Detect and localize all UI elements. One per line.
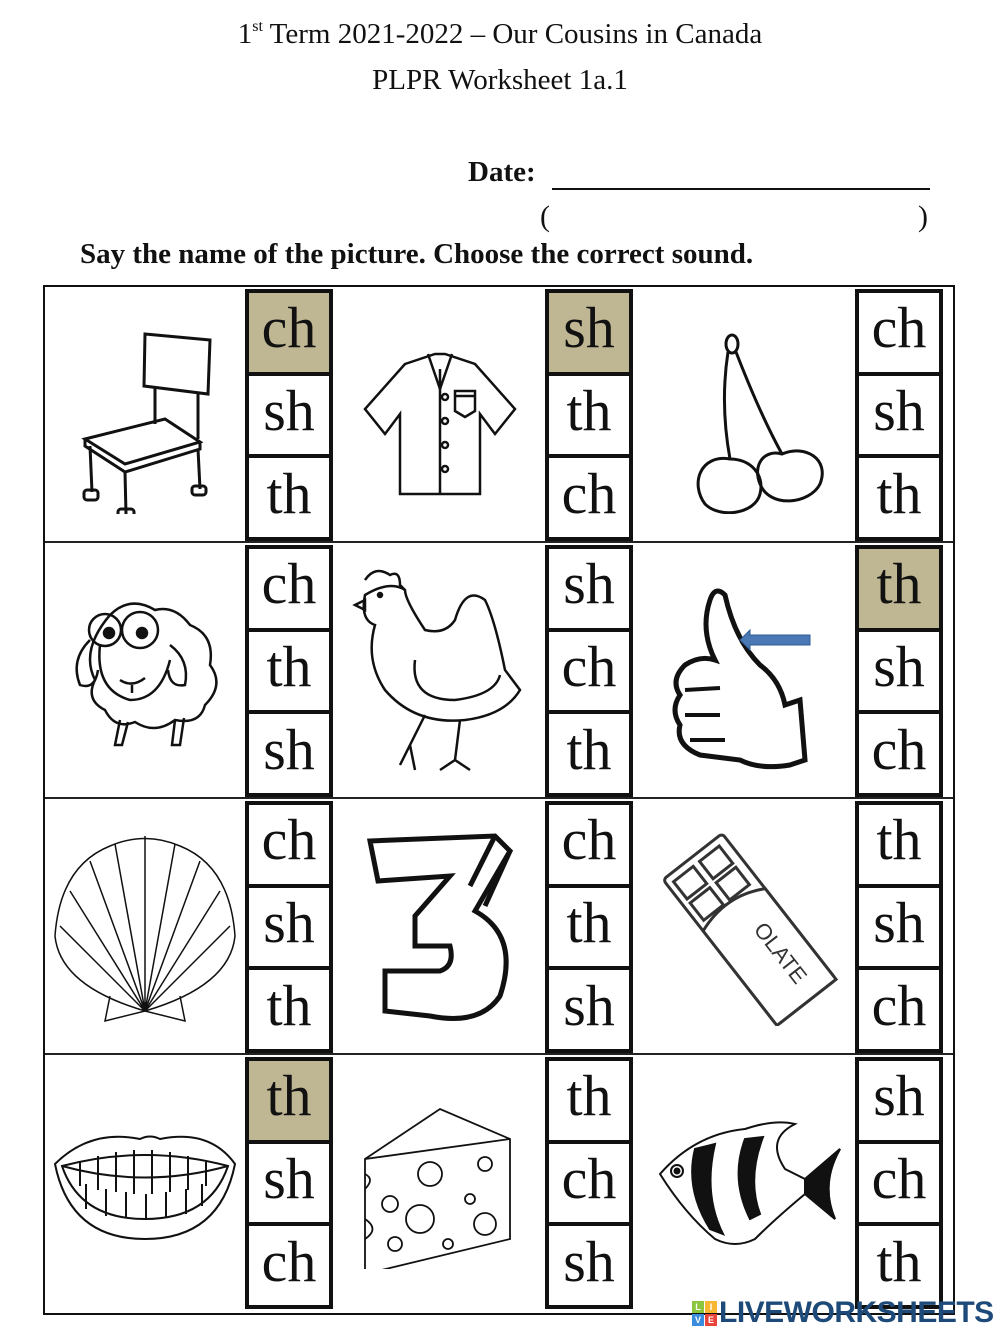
chicken-picture	[335, 543, 545, 797]
chair-icon	[70, 314, 220, 514]
chocolate-bar-icon	[655, 826, 845, 1026]
logo-block-i: I	[705, 1301, 717, 1313]
option-ch[interactable]: ch	[859, 970, 939, 1049]
option-sh[interactable]: sh	[249, 714, 329, 793]
option-sh[interactable]: sh	[859, 888, 939, 967]
option-sh[interactable]: sh	[859, 632, 939, 711]
chocolate-wrapper-label: OLATE	[748, 917, 813, 989]
term-number: 1	[237, 18, 253, 50]
sound-options	[245, 801, 333, 1053]
sound-options	[855, 289, 943, 541]
paren-open: (	[540, 200, 550, 233]
shell-picture	[45, 799, 245, 1053]
teeth-picture	[45, 1055, 245, 1313]
logo-block-v: V	[692, 1314, 704, 1326]
option-ch[interactable]: ch	[859, 1144, 939, 1223]
option-sh[interactable]: sh	[549, 1226, 629, 1305]
fish-picture	[645, 1055, 855, 1313]
option-ch[interactable]: ch	[859, 714, 939, 793]
exercise-row	[45, 799, 953, 1055]
option-sh[interactable]: sh	[249, 888, 329, 967]
cheese-icon	[360, 1099, 520, 1269]
teeth-icon	[50, 1124, 240, 1244]
option-ch[interactable]: ch	[549, 458, 629, 537]
sheep-icon	[60, 590, 230, 750]
option-sh[interactable]: sh	[549, 293, 629, 372]
option-th[interactable]: th	[549, 714, 629, 793]
option-ch[interactable]: ch	[249, 1226, 329, 1305]
date-label: Date:	[468, 156, 536, 188]
sound-options	[245, 289, 333, 541]
option-th[interactable]: th	[859, 805, 939, 884]
cheese-picture	[335, 1055, 545, 1313]
shirt-icon	[350, 319, 530, 509]
sound-options	[545, 545, 633, 797]
option-th[interactable]: th	[249, 1061, 329, 1140]
sheep-picture	[45, 543, 245, 797]
sound-options	[855, 801, 943, 1053]
liveworksheets-logo	[692, 1296, 994, 1330]
chair-picture	[45, 287, 245, 541]
sound-options	[855, 545, 943, 797]
option-th[interactable]: th	[249, 458, 329, 537]
option-th[interactable]: th	[859, 1226, 939, 1305]
three-picture	[335, 799, 545, 1053]
option-th[interactable]: th	[249, 632, 329, 711]
option-th[interactable]: th	[549, 888, 629, 967]
option-ch[interactable]: ch	[549, 632, 629, 711]
paren-close: )	[918, 200, 928, 233]
option-sh[interactable]: sh	[549, 549, 629, 628]
sound-options	[545, 801, 633, 1053]
date-input-line[interactable]	[552, 188, 930, 190]
shell-icon	[50, 826, 240, 1026]
option-sh[interactable]: sh	[859, 376, 939, 455]
chocolate-picture	[645, 799, 855, 1053]
option-ch[interactable]: ch	[859, 293, 939, 372]
option-th[interactable]: th	[549, 1061, 629, 1140]
option-ch[interactable]: ch	[549, 805, 629, 884]
thumbs-up-icon	[660, 570, 840, 770]
fish-icon	[655, 1109, 845, 1259]
exercise-row	[45, 1055, 953, 1313]
cherries-icon	[670, 314, 830, 514]
chicken-icon	[345, 560, 535, 780]
sound-options	[245, 1057, 333, 1309]
option-ch[interactable]: ch	[249, 805, 329, 884]
logo-blocks-icon	[692, 1301, 717, 1326]
option-ch[interactable]: ch	[549, 1144, 629, 1223]
term-text: Term 2021-2022 – Our Cousins in Canada	[262, 18, 763, 50]
sound-options	[855, 1057, 943, 1309]
option-sh[interactable]: sh	[249, 1144, 329, 1223]
option-th[interactable]: th	[549, 376, 629, 455]
option-sh[interactable]: sh	[249, 376, 329, 455]
number-three-icon	[360, 826, 520, 1026]
cherries-picture	[645, 287, 855, 541]
option-th[interactable]: th	[859, 549, 939, 628]
option-sh[interactable]: sh	[859, 1061, 939, 1140]
worksheet-subtitle: PLPR Worksheet 1a.1	[372, 64, 628, 96]
sound-options	[545, 1057, 633, 1309]
sound-options	[545, 289, 633, 541]
term-ordinal: st	[252, 18, 263, 35]
exercise-grid	[43, 285, 955, 1315]
logo-block-l: L	[692, 1301, 704, 1313]
option-ch[interactable]: ch	[249, 549, 329, 628]
exercise-row	[45, 543, 953, 799]
shirt-picture	[335, 287, 545, 541]
instruction-text: Say the name of the picture. Choose the correct sound.	[80, 238, 754, 270]
option-th[interactable]: th	[859, 458, 939, 537]
thumb-picture	[645, 543, 855, 797]
logo-text: LIVEWORKSHEETS	[719, 1296, 994, 1329]
exercise-row	[45, 287, 953, 543]
sound-options	[245, 545, 333, 797]
option-sh[interactable]: sh	[549, 970, 629, 1049]
option-th[interactable]: th	[249, 970, 329, 1049]
option-ch[interactable]: ch	[249, 293, 329, 372]
logo-block-e: E	[705, 1314, 717, 1326]
worksheet-term-title	[0, 18, 1000, 51]
